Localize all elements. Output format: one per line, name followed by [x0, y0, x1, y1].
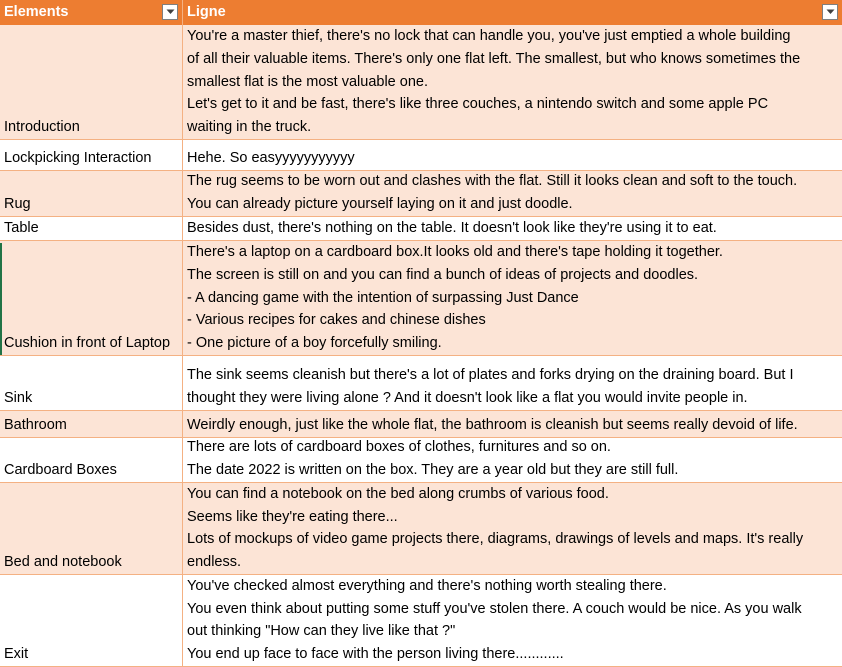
ligne-cell[interactable]: [183, 411, 842, 437]
element-cell[interactable]: [0, 25, 183, 139]
ligne-text-line: The sink seems cleanish but there's a lot of plates and forks drying on the draining board. But I: [187, 367, 794, 384]
table-row: [0, 217, 842, 241]
header-label-ligne: Ligne: [187, 4, 226, 20]
ligne-text-line: You even think about putting some stuff you've stolen there. A couch would be nice. As you walk: [187, 600, 802, 617]
ligne-text-line: thought they were living alone ? And it doesn't look like a flat you would invite people in.: [187, 390, 748, 407]
element-cell[interactable]: [0, 171, 183, 216]
table-header-row: [0, 0, 842, 25]
element-name: Exit: [4, 646, 29, 663]
element-cell[interactable]: [0, 241, 183, 355]
ligne-text-line: - A dancing game with the intention of surpassing Just Dance: [187, 289, 579, 306]
ligne-cell[interactable]: [183, 438, 842, 482]
element-name: Bathroom: [4, 417, 67, 434]
table-row: [0, 241, 842, 356]
table-row: [0, 575, 842, 667]
ligne-text-line: You're a master thief, there's no lock that can handle you, you've just emptied a whole building: [187, 28, 791, 45]
chevron-down-icon: [826, 9, 835, 15]
element-name: Table: [4, 220, 39, 237]
filter-dropdown-elements[interactable]: [162, 4, 178, 20]
ligne-text-line: There's a laptop on a cardboard box.It looks old and there's tape holding it together.: [187, 244, 723, 261]
ligne-text-line: of all their valuable items. There's only one flat left. The smallest, but who knows sometimes the: [187, 50, 801, 67]
element-cell[interactable]: [0, 411, 183, 437]
table-row: [0, 438, 842, 483]
element-name: Cushion in front of Laptop: [4, 335, 171, 352]
ligne-cell[interactable]: [183, 171, 842, 216]
ligne-text-line: You can already picture yourself laying on it and just doodle.: [187, 196, 573, 213]
ligne-text-line: endless.: [187, 554, 242, 571]
ligne-text-line: smallest flat is the most valuable one.: [187, 73, 428, 90]
header-cell-ligne[interactable]: [183, 0, 842, 25]
header-label-elements: Elements: [4, 4, 69, 20]
ligne-text-line: Lots of mockups of video game projects there, diagrams, drawings of levels and maps. It's really: [187, 531, 804, 548]
ligne-cell[interactable]: [183, 241, 842, 355]
table-row: [0, 140, 842, 171]
element-name: Sink: [4, 390, 33, 407]
ligne-text-line: Let's get to it and be fast, there's like three couches, a nintendo switch and some apple PC: [187, 96, 769, 113]
ligne-cell[interactable]: [183, 356, 842, 410]
element-cell[interactable]: [0, 140, 183, 170]
element-cell[interactable]: [0, 438, 183, 482]
ligne-text-line: waiting in the truck.: [187, 119, 312, 136]
table-row: [0, 25, 842, 140]
element-cell[interactable]: [0, 483, 183, 574]
ligne-text-line: - Various recipes for cakes and chinese dishes: [187, 312, 486, 329]
element-cell[interactable]: [0, 356, 183, 410]
ligne-cell[interactable]: [183, 25, 842, 139]
element-name: Lockpicking Interaction: [4, 150, 152, 167]
element-name: Rug: [4, 196, 31, 213]
cell-selection-indicator: [0, 243, 2, 355]
ligne-cell[interactable]: [183, 140, 842, 170]
ligne-text-line: You end up face to face with the person living there............: [187, 646, 564, 663]
ligne-text-line: Besides dust, there's nothing on the table. It doesn't look like they're using it to eat.: [187, 220, 717, 237]
table-row: [0, 483, 842, 575]
ligne-text-line: You've checked almost everything and there's nothing worth stealing there.: [187, 577, 667, 594]
ligne-text-line: The date 2022 is written on the box. They are a year old but they are still full.: [187, 462, 679, 479]
element-name: Introduction: [4, 119, 80, 136]
ligne-text-line: There are lots of cardboard boxes of clothes, furnitures and so on.: [187, 439, 611, 456]
element-name: Cardboard Boxes: [4, 462, 117, 479]
element-cell[interactable]: [0, 575, 183, 666]
ligne-text-line: out thinking "How can they live like that ?": [187, 623, 456, 640]
ligne-cell[interactable]: [183, 575, 842, 666]
ligne-text-line: The rug seems to be worn out and clashes with the flat. Still it looks clean and soft to the touch.: [187, 173, 798, 190]
table-row: [0, 356, 842, 411]
ligne-cell[interactable]: [183, 483, 842, 574]
ligne-cell[interactable]: [183, 217, 842, 240]
ligne-text-line: The screen is still on and you can find a bunch of ideas of projects and doodles.: [187, 266, 699, 283]
header-cell-elements[interactable]: [0, 0, 183, 25]
ligne-text-line: - One picture of a boy forcefully smiling.: [187, 335, 442, 352]
ligne-text-line: You can find a notebook on the bed along crumbs of various food.: [187, 485, 609, 502]
element-cell[interactable]: [0, 217, 183, 240]
ligne-text-line: Hehe. So easyyyyyyyyyyy: [187, 150, 355, 167]
table-body: [0, 25, 842, 667]
table-row: [0, 411, 842, 438]
table-row: [0, 171, 842, 217]
element-name: Bed and notebook: [4, 554, 122, 571]
filter-dropdown-ligne[interactable]: [822, 4, 838, 20]
ligne-text-line: Weirdly enough, just like the whole flat, the bathroom is cleanish but seems really devoid of life.: [187, 417, 798, 434]
ligne-text-line: Seems like they're eating there...: [187, 508, 398, 525]
chevron-down-icon: [166, 9, 175, 15]
